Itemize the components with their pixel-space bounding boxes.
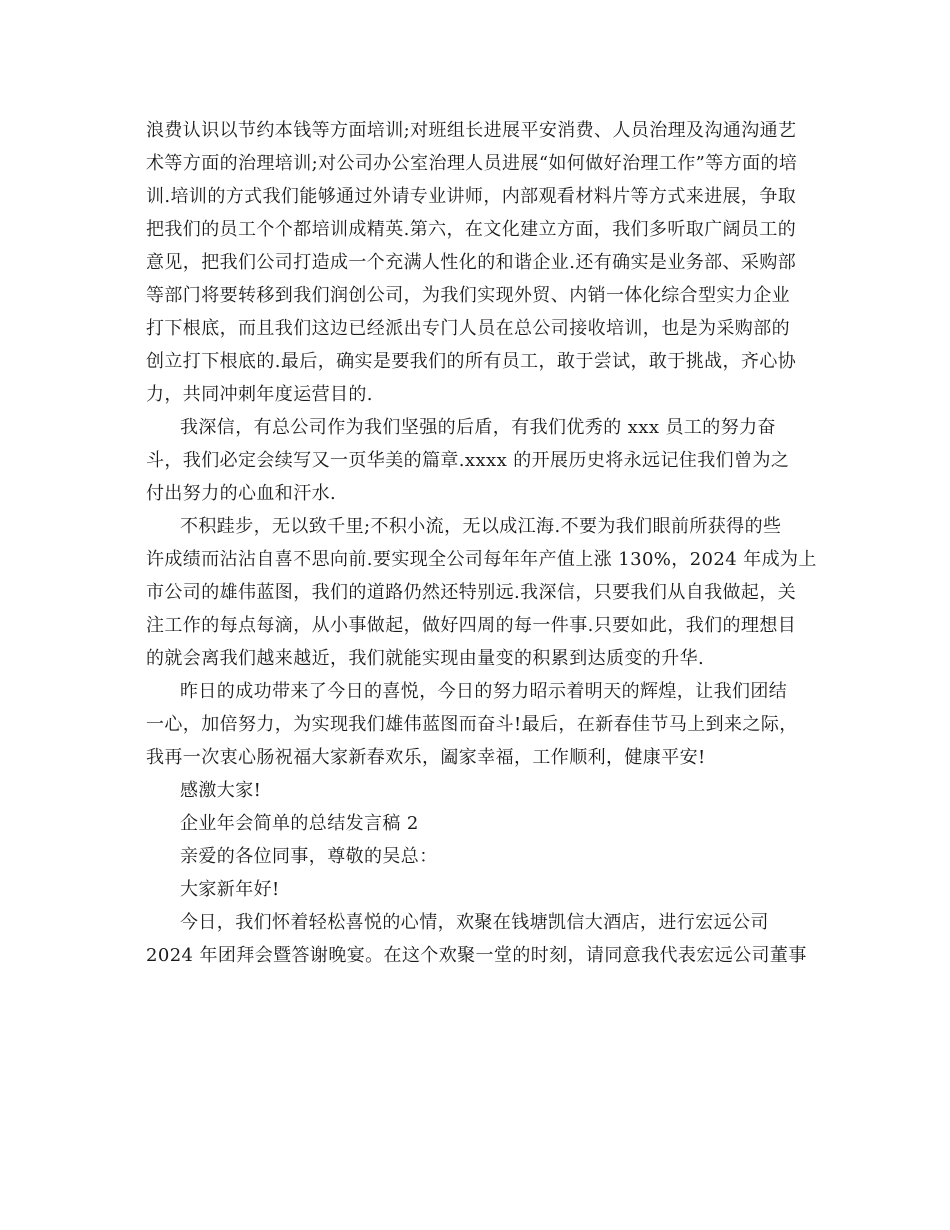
text-line: 的就会离我们越来越近，我们就能实现由量变的积累到达质变的升华. <box>146 648 705 669</box>
text-line: 付出努力的心血和汗水. <box>146 483 337 504</box>
text-line: 等部门将要转移到我们润创公司，为我们实现外贸、内销一体化综合型实力企业 <box>146 285 790 306</box>
text-line: 打下根底，而且我们这边已经派出专门人员在总公司接收培训，也是为采购部的 <box>146 318 790 339</box>
text-line: 市公司的雄伟蓝图，我们的道路仍然还特别远.我深信，只要我们从自我做起，关 <box>146 582 797 603</box>
text-line: 浪费认识以节约本钱等方面培训;对班组长进展平安消费、人员治理及沟通沟通艺 <box>146 120 797 141</box>
text-line: 我深信，有总公司作为我们坚强的后盾，有我们优秀的 xxx 员工的努力奋 <box>180 417 776 438</box>
text-line: 今日，我们怀着轻松喜悦的心情，欢聚在钱塘凯信大酒店，进行宏远公司 <box>180 912 769 933</box>
text-line: 训.培训的方式我们能够通过外请专业讲师，内部观看材料片等方式来进展，争取 <box>146 186 797 207</box>
text-line: 一心，加倍努力，为实现我们雄伟蓝图而奋斗!最后，在新春佳节马上到来之际， <box>146 714 798 735</box>
text-line: 意见，把我们公司打造成一个充满人性化的和谐企业.还有确实是业务部、采购部 <box>146 252 797 273</box>
text-line: 不积跬步，无以致千里;不积小流，无以成江海.不要为我们眼前所获得的些 <box>180 516 782 537</box>
greeting-line: 大家新年好! <box>180 879 280 900</box>
text-line: 力，共同冲刺年度运营目的. <box>146 384 373 405</box>
text-line: 许成绩而沾沾自喜不思向前.要实现全公司每年年产值上涨 130%，2024 年成为上 <box>146 549 817 570</box>
text-line: 昨日的成功带来了今日的喜悦，今日的努力昭示着明天的辉煌，让我们团结 <box>180 681 788 702</box>
salutation-line: 亲爱的各位同事，尊敬的吴总： <box>180 846 438 867</box>
text-line: 注工作的每点每滴，从小事做起，做好四周的每一件事.只要如此，我们的理想目 <box>146 615 797 636</box>
text-line: 术等方面的治理培训;对公司办公室治理人员进展“如何做好治理工作”等方面的培 <box>146 153 798 174</box>
text-line: 把我们的员工个个都培训成精英.第六，在文化建立方面，我们多听取广阔员工的 <box>146 219 797 240</box>
text-line: 创立打下根底的.最后，确实是要我们的所有员工，敢于尝试，敢于挑战，齐心协 <box>146 351 797 372</box>
text-line: 感激大家! <box>180 780 262 801</box>
text-line: 我再一次衷心肠祝福大家新春欢乐，阖家幸福，工作顺利，健康平安! <box>146 747 706 768</box>
text-line: 2024 年团拜会暨答谢晚宴。在这个欢聚一堂的时刻，请同意我代表宏远公司董事 <box>146 945 807 966</box>
section-heading: 企业年会简单的总结发言稿 2 <box>180 813 419 834</box>
text-line: 斗，我们必定会续写又一页华美的篇章.xxxx 的开展历史将永远记住我们曾为之 <box>146 450 790 471</box>
